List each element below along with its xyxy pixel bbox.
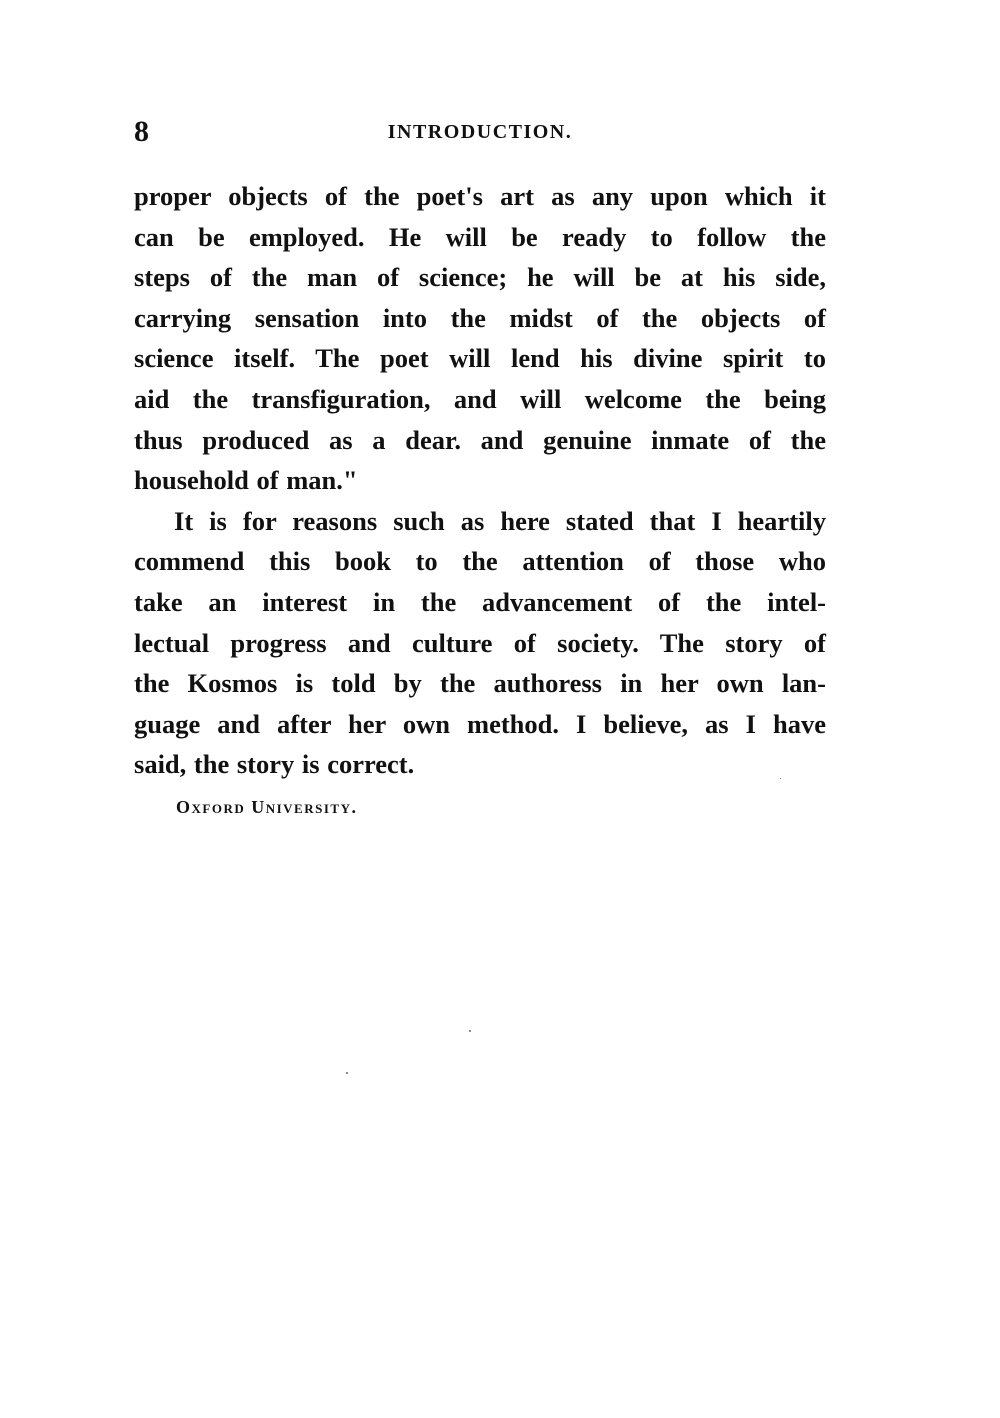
scan-speck <box>780 778 781 779</box>
signature: Oxford University. <box>176 797 358 817</box>
body-text <box>134 176 826 785</box>
text-line: lectual progress and culture of society. The story of <box>134 627 826 658</box>
text-line: can be employed. He will be ready to follow the <box>134 221 826 252</box>
paragraph-2 <box>134 501 826 785</box>
text-line: the Kosmos is told by the authoress in her own lan- <box>134 668 826 699</box>
text-line: It is for reasons such as here stated that I heartily <box>174 505 826 536</box>
text-line: commend this book to the attention of those who <box>134 546 826 577</box>
text-line: proper objects of the poet's art as any upon which it <box>134 181 826 211</box>
text-line: thus produced as a dear. and genuine inmate of the <box>134 424 826 455</box>
text-line: take an interest in the advancement of the intel- <box>134 586 826 617</box>
page-number: 8 <box>134 115 149 148</box>
text-line: steps of the man of science; he will be at his side, <box>134 262 826 293</box>
scan-speck <box>346 1072 348 1074</box>
paragraph-1 <box>134 176 826 501</box>
running-head <box>134 112 826 152</box>
text-line: carrying sensation into the midst of the objects of <box>134 302 826 333</box>
text-line: household of man." <box>134 465 358 496</box>
text-line: said, the story is correct. <box>134 749 415 780</box>
text-line: science itself. The poet will lend his divine spirit to <box>134 343 826 374</box>
text-line: guage and after her own method. I believe, as I have <box>134 708 826 739</box>
running-title: INTRODUCTION. <box>387 121 573 143</box>
text-line: aid the transfiguration, and will welcome the being <box>134 383 826 414</box>
scan-speck <box>469 1030 471 1032</box>
